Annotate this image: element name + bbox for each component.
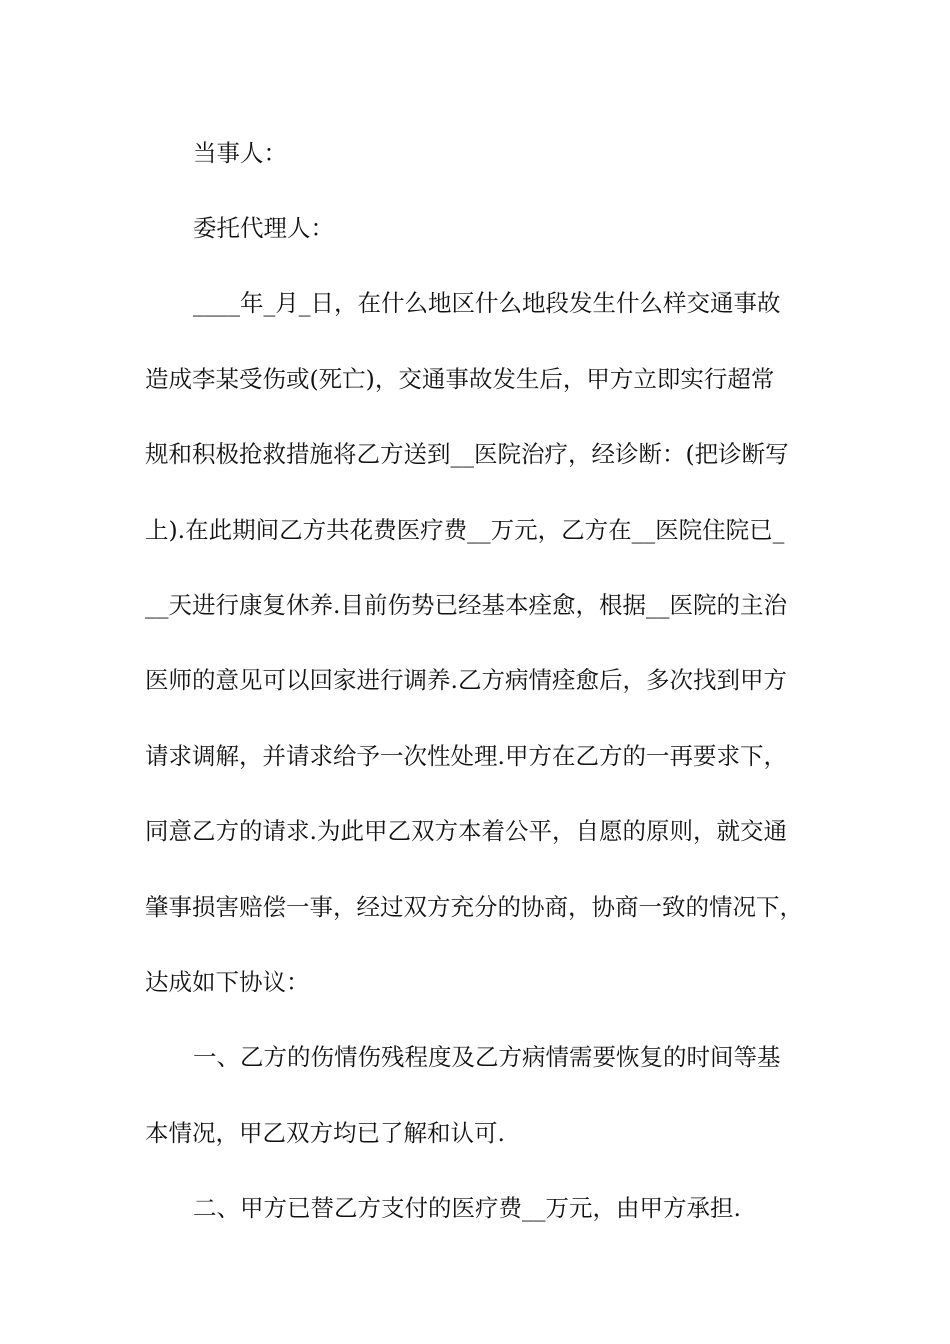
clause-line: 一、乙方的伤情伤残程度及乙方病情需要恢复的时间等基	[193, 1043, 781, 1071]
paragraph-line: 规和积极抢救措施将乙方送到__医院治疗，经诊断：(把诊断写	[145, 440, 789, 468]
party-label: 当事人：	[193, 139, 287, 167]
paragraph-line: 请求调解，并请求给予一次性处理.甲方在乙方的一再要求下，	[145, 742, 787, 770]
paragraph-line: 肇事损害赔偿一事，经过双方充分的协商，协商一致的情况下，	[145, 893, 803, 921]
paragraph-line: 达成如下协议：	[145, 968, 310, 996]
agent-label: 委托代理人：	[193, 214, 334, 242]
clause-line: 二、甲方已替乙方支付的医疗费__万元，由甲方承担.	[193, 1194, 741, 1222]
paragraph-line: 医师的意见可以回家进行调养.乙方病情痊愈后，多次找到甲方	[145, 666, 787, 694]
clause-line: 本情况，甲乙双方均已了解和认可.	[145, 1119, 505, 1147]
paragraph-line: ____年_月_日，在什么地区什么地段发生什么样交通事故	[193, 289, 781, 317]
paragraph-line: __天进行康复休养.目前伤势已经基本痊愈，根据__医院的主治	[145, 591, 787, 619]
paragraph-line: 造成李某受伤或(死亡)，交通事故发生后，甲方立即实行超常	[145, 365, 775, 393]
paragraph-line: 同意乙方的请求.为此甲乙双方本着公平，自愿的原则，就交通	[145, 817, 787, 845]
paragraph-line: 上).在此期间乙方共花费医疗费__万元，乙方在__医院住院已_	[145, 516, 785, 544]
